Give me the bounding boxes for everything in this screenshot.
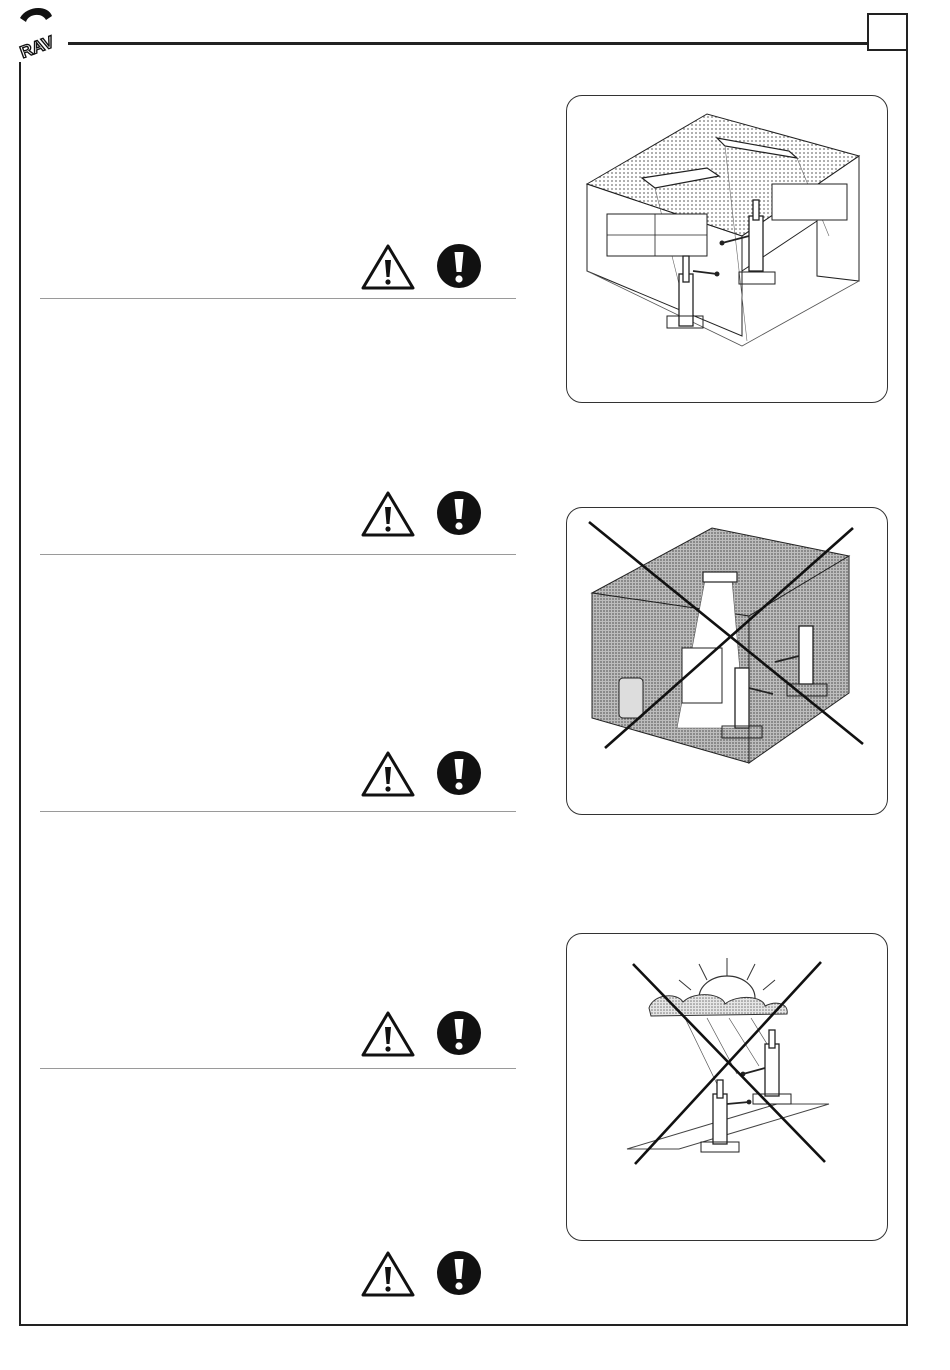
illustration-outdoor-panel [566, 933, 888, 1241]
illustration-dark-room-panel [566, 507, 888, 815]
section-3-safety-icons [360, 750, 490, 802]
mandatory-exclamation-icon [436, 750, 482, 796]
section-divider [40, 811, 516, 812]
warning-triangle-icon [360, 490, 416, 538]
lit-room-lift-icon [567, 96, 888, 403]
mandatory-exclamation-icon [436, 243, 482, 289]
outdoor-lift-icon [567, 934, 888, 1241]
svg-text:RAV: RAV [17, 32, 57, 62]
section-divider [40, 554, 516, 555]
section-2-safety-icons [360, 490, 490, 542]
page-number-box [867, 13, 908, 51]
warning-triangle-icon [360, 750, 416, 798]
dark-room-lift-icon [567, 508, 888, 815]
section-4-safety-icons [360, 1010, 490, 1062]
mandatory-exclamation-icon [436, 1250, 482, 1296]
section-5-safety-icons [360, 1250, 490, 1302]
warning-triangle-icon [360, 1010, 416, 1058]
illustration-lit-room-panel [566, 95, 888, 403]
rav-logo-icon [8, 2, 68, 62]
section-divider [40, 1068, 516, 1069]
section-1-safety-icons [360, 243, 490, 295]
warning-triangle-icon [360, 1250, 416, 1298]
section-divider [40, 298, 516, 299]
header-rule [40, 42, 868, 44]
warning-triangle-icon [360, 243, 416, 291]
mandatory-exclamation-icon [436, 490, 482, 536]
mandatory-exclamation-icon [436, 1010, 482, 1056]
